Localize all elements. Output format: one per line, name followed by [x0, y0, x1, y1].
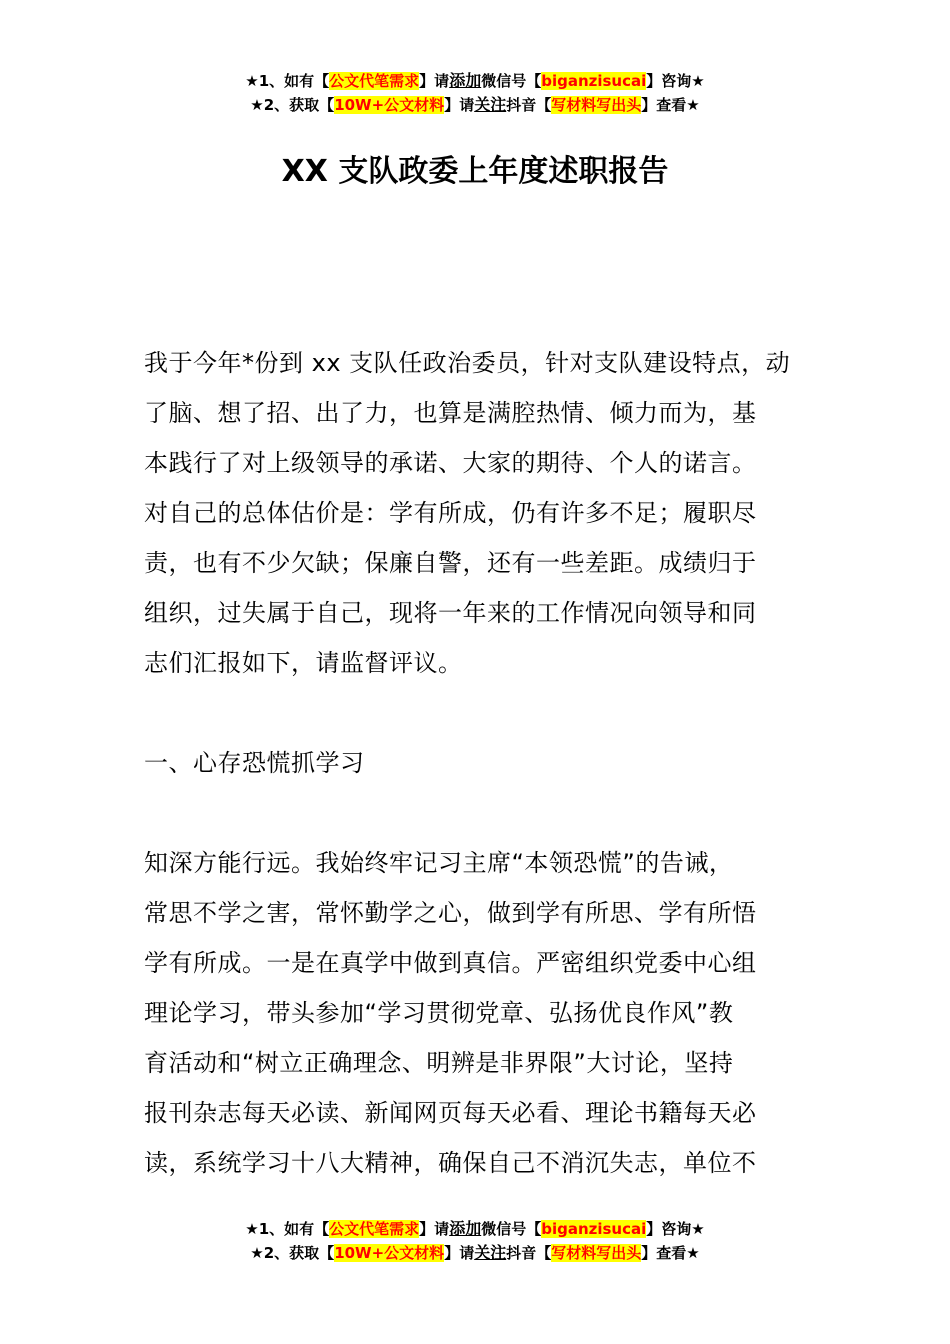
text-line: 学有所成。一是在真学中做到真信。严密组织党委中心组: [144, 949, 757, 977]
highlight-service: 公文代笔需求: [329, 1220, 420, 1238]
underline-follow: 关注: [474, 95, 507, 114]
highlight-materials: 10W+公文材料: [334, 1244, 445, 1262]
promo-line-1: ★1、如有【公文代笔需求】请添加微信号【biganzisucai】咨询★: [245, 1219, 705, 1238]
text-line: 责，也有不少欠缺；保廉自警，还有一些差距。成绩归于: [144, 549, 757, 577]
promo-line-2: ★2、获取【10W+公文材料】请关注抖音【写材料写出头】查看★: [250, 1243, 700, 1262]
text-line: 本践行了对上级领导的承诺、大家的期待、个人的诺言。: [144, 449, 757, 477]
highlight-douyin: 写材料写出头: [551, 96, 642, 114]
promo-banner-bottom: [0, 1217, 950, 1265]
document-title: XX 支队政委上年度述职报告: [281, 154, 669, 189]
text-line: 志们汇报如下，请监督评议。: [144, 649, 463, 677]
highlight-materials: 10W+公文材料: [334, 96, 445, 114]
promo-line-2: ★2、获取【10W+公文材料】请关注抖音【写材料写出头】查看★: [250, 95, 700, 114]
text-line: 常思不学之害，常怀勤学之心，做到学有所思、学有所悟: [144, 899, 757, 927]
text-line: 读，系统学习十八大精神，确保自己不消沉失志，单位不: [144, 1149, 757, 1177]
section-heading: 一、心存恐慌抓学习: [144, 749, 365, 777]
intro-paragraph: [144, 338, 808, 688]
underline-add: 添加: [449, 71, 482, 90]
highlight-douyin: 写材料写出头: [551, 1244, 642, 1262]
highlight-wechat-id: biganzisucai: [541, 1220, 647, 1238]
text-line: 理论学习，带头参加“学习贯彻党章、弘扬优良作风”教: [144, 999, 734, 1027]
highlight-wechat-id: biganzisucai: [541, 72, 647, 90]
text-line: 我于今年*份到 xx 支队任政治委员，针对支队建设特点，动: [144, 349, 791, 377]
section1-paragraph: [144, 838, 808, 1188]
underline-follow: 关注: [474, 1243, 507, 1262]
document-body: [144, 338, 808, 1188]
text-line: 组织，过失属于自己，现将一年来的工作情况向领导和同: [144, 599, 757, 627]
text-line: 对自己的总体估价是：学有所成，仍有许多不足；履职尽: [144, 499, 757, 527]
promo-banner-top: [0, 69, 950, 117]
promo-line-1: ★1、如有【公文代笔需求】请添加微信号【biganzisucai】咨询★: [245, 71, 705, 90]
text-line: 知深方能行远。我始终牢记习主席“本领恐慌”的告诫，: [144, 849, 734, 877]
text-line: 育活动和“树立正确理念、明辨是非界限”大讨论，坚持: [144, 1049, 734, 1077]
text-line: 了脑、想了招、出了力，也算是满腔热情、倾力而为，基: [144, 399, 757, 427]
text-line: 报刊杂志每天必读、新闻网页每天必看、理论书籍每天必: [144, 1099, 757, 1127]
highlight-service: 公文代笔需求: [329, 72, 420, 90]
underline-add: 添加: [449, 1219, 482, 1238]
